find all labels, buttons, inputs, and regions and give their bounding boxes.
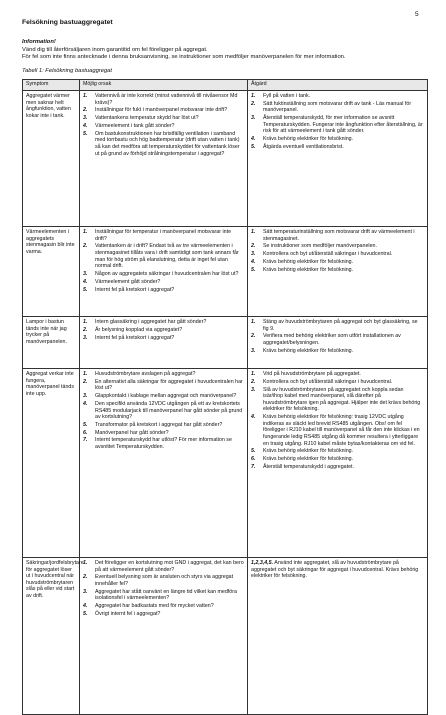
cause-item: 5. Övrigt internt fel i aggregat? — [83, 610, 161, 617]
page-number: 5 — [415, 11, 419, 18]
action-item: 1. Sätt temperaturinställning som motsvarar drift av värmeelement i stenmagasinet. — [251, 229, 415, 242]
action-item: 2. Se instruktioner som medföljer manöverpanelen. — [251, 243, 377, 250]
cause-item: 2. Eventuell belysning som är ansluten och styrs via aggregat innehåller fel? — [83, 574, 234, 587]
cause-item: 3. Aggregatet har stått oanvänt en längre tid vilket kan medföra isolationsfel i värmeelementen? — [83, 588, 237, 602]
action-item: 4. Krävs behörig elektriker för felsökning. — [251, 258, 354, 265]
cause-item: 5. Transformator på kretskort i aggregat har gått sönder? — [83, 421, 223, 428]
table-row — [23, 317, 428, 369]
action-item: 5. Krävs behörig elektriker för felsökning. — [251, 448, 354, 455]
cause-item: 6. Manöverpanel har gått sönder? — [83, 429, 169, 436]
symptom-cell: Säkringar/jordfelsbrytare för aggregatet löser ut i huvudcentral när huvudströmbrytaren slås på eller vid start av drift. — [23, 558, 80, 715]
table-row — [23, 369, 428, 558]
info-line: Vänd dig till återförsäljaren inom garantitid om fel föreligger på aggregat. — [22, 46, 208, 53]
cause-item: 1. Vattennivå är inte korrekt (minst vattennivå till nivåsensor Md krävs)? — [83, 93, 238, 106]
cause-item: 3. Vattentankens temperatur skydd har löst ut? — [83, 115, 199, 122]
cause-item: 4. Värmeelement gått sönder? — [83, 278, 161, 285]
cause-item: 1. Det föreligger en kortslutning mot GND i aggregat, det kan bero på att värmeelement gått sönder? — [83, 560, 244, 573]
cause-item: 4. Värmeelement i tank gått sönder? — [83, 122, 175, 129]
table-caption: Tabell 1: Felsökning bastuaggregat — [22, 68, 113, 74]
cause-cell — [80, 558, 248, 715]
header-cause: Möjlig orsak — [80, 80, 248, 91]
action-item: 4. Krävs behörig elektriker för felsökning: trasig 12VDC utgång indikeras av släckt led brevid RS485 utgången. Obs! om fel föreligger i RJ10 kabel till manöverpanel så får den inte klickas i en fungerande ledig RS485 utgång då kommer resultera i ytterliggare en trasig utgång. RJ10 kabel måste bytas/kontakteras om vid fel. — [251, 414, 420, 447]
action-item: 2. Sätt fuktinställning som motsvarar drift av tank - Läs manual för manöverpanel. — [251, 100, 412, 114]
cause-item: 3. Någon av aggregatets säkringar i huvudcentralen har löst ut? — [83, 270, 239, 277]
action-item: 4. Krävs behörig elektriker för felsökning. — [251, 136, 354, 143]
action-item: 2. Verifiera med behörig elektriker som utfört installationen av aggregatet/belysningen. — [251, 333, 401, 346]
cause-item: 5. Internt fel på kretskort i aggregat? — [83, 286, 175, 293]
symptom-cell: Värmeelementen i aggregatets stenmagasin blir inte varma. — [23, 227, 80, 317]
action-item: 1. Vrid på huvudströmbrytare på aggregatet. — [251, 371, 361, 377]
header-action: Åtgärd — [248, 80, 428, 91]
cause-item: 5. Om bastukonstruktionen har bristfällig ventilation i samband med torrbastu och hög badtemperatur (drift utan vatten i tank) så kan det medföra att temperaturskyddet för vattentank löser ut på grund av förhöjd strålningstemperatur i aggregat? — [83, 130, 240, 157]
action-item: 3. Kontrollera och byt ut/återställ säkringar i huvudcentral. — [251, 251, 393, 258]
page-title: Felsökning bastuaggregatet — [22, 19, 113, 26]
troubleshooting-table — [22, 79, 428, 715]
cause-item: 1. Huvudströmbrytare avslagen på aggregat? — [83, 371, 196, 377]
cause-item: 4. Den specifikt använda 12VDC utgången på ett av kretskortets RS485 modularjack till manöverpanel har gått sönder på grund av kortslutning? — [83, 400, 243, 421]
cause-cell — [80, 91, 248, 227]
action-item: 3. Slå av huvudströmbrytaren på aggregatet och koppla sedan isär/ihop kabel med manöverpanel, slå därefter på huvudströmbrytare igen på aggregat. Hjälper inte det krävs behörig elektriker för felsökning. — [251, 386, 421, 413]
cause-item: 7. Internt temperaturskydd har utlöst? För mer information se avsnittet Temperaturskydden. — [83, 437, 232, 451]
action-cell — [248, 558, 428, 715]
action-cell — [248, 227, 428, 317]
table-row — [23, 91, 428, 227]
table-header-row — [23, 80, 428, 91]
header-symptom: Symptom — [23, 80, 80, 91]
cause-item: 2. Inställningar för fukt i manöverpanel motsvarar inte drift? — [83, 107, 228, 114]
symptom-cell: Lampor i bastun tänds inte när jag trycker på manöverpanelen. — [23, 317, 80, 369]
action-item: 3. Återställ temperaturskydd, för mer information se avsnitt Temperaturskydden. Fungerar inte ångfunktion efter återställning, är risk för att värmeelement i tank gått sönder. — [251, 115, 423, 135]
cause-item: 4. Aggregatet har badkastats med för mycket vatten? — [83, 603, 214, 610]
action-cell — [248, 317, 428, 369]
action-cell — [248, 91, 428, 227]
cause-item: 2. En alternativt alla säkringar för aggregatet i huvudcentralen har löst ut? — [83, 378, 243, 392]
action-item: 5. Åtgärda eventuell ventilationsbrist. — [251, 143, 344, 150]
action-text: Använd inte aggregatet, slå av huvudströmbrytare på aggregatet och byt säkringar för aggregat i huvudcentral. Krävs behörig elektriker för felsökning. — [251, 560, 419, 580]
action-item: 1. Stäng av huvudströmbrytaren på aggregat och byt glassäkring, se fig 9. — [251, 319, 418, 332]
action-item: 1. Fyll på vatten i tank. — [251, 93, 311, 99]
action-item: 3. Krävs behörig elektriker för felsökning. — [251, 347, 354, 354]
action-item: 7. Återställ temperaturskydd i aggregatet. — [251, 463, 354, 470]
cause-item: 2. Vattentanken är i drift? Endast två av tre värmeelementen i stenmagasinet tillåts vara i drift samtidigt som tank annars får man för hög ström på elanslutning, detta är inget fel utan normal drift. — [83, 243, 239, 270]
symptom-cell: Aggregat verkar inte fungera, manöverpanel tänds inte upp. — [23, 369, 80, 558]
action-codes: 1,2,3,4,5. — [251, 560, 274, 566]
info-line: För fel som inte finns antecknade i denna bruksanvisning, se instruktioner som medföljer manöverpanelen för mer information. — [22, 54, 346, 61]
cause-item: 3. Internt fel på kretskort i aggregat? — [83, 334, 175, 341]
info-block — [22, 39, 427, 62]
cause-cell — [80, 369, 248, 558]
symptom-cell: Aggregatet värmer men saknar helt ångfunktion, vatten kokar inte i tank. — [23, 91, 80, 227]
action-cell — [248, 369, 428, 558]
table-row — [23, 558, 428, 715]
cause-item: 1. Inställningar för temperatur i manöverpanel motsvarar inte drift? — [83, 229, 232, 242]
cause-item: 3. Glappkontakt i kablage mellan aggregat och manöverpanel? — [83, 393, 237, 400]
cause-cell — [80, 317, 248, 369]
action-item: 6. Krävs behörig elektriker för felsökning. — [251, 456, 354, 463]
cause-item: 1. Intern glassäkring i aggregatet har gått sönder? — [83, 319, 207, 325]
table-row — [23, 227, 428, 317]
action-item: 2. Kontrollera och byt ut/återställ säkringar i huvudcentral. — [251, 378, 393, 385]
action-item: 5. Krävs behörig elektriker för felsökning. — [251, 266, 354, 273]
cause-item: 2. Är belysning kopplad via aggregatet? — [83, 326, 183, 333]
info-heading: Information! — [22, 39, 56, 45]
cause-cell — [80, 227, 248, 317]
